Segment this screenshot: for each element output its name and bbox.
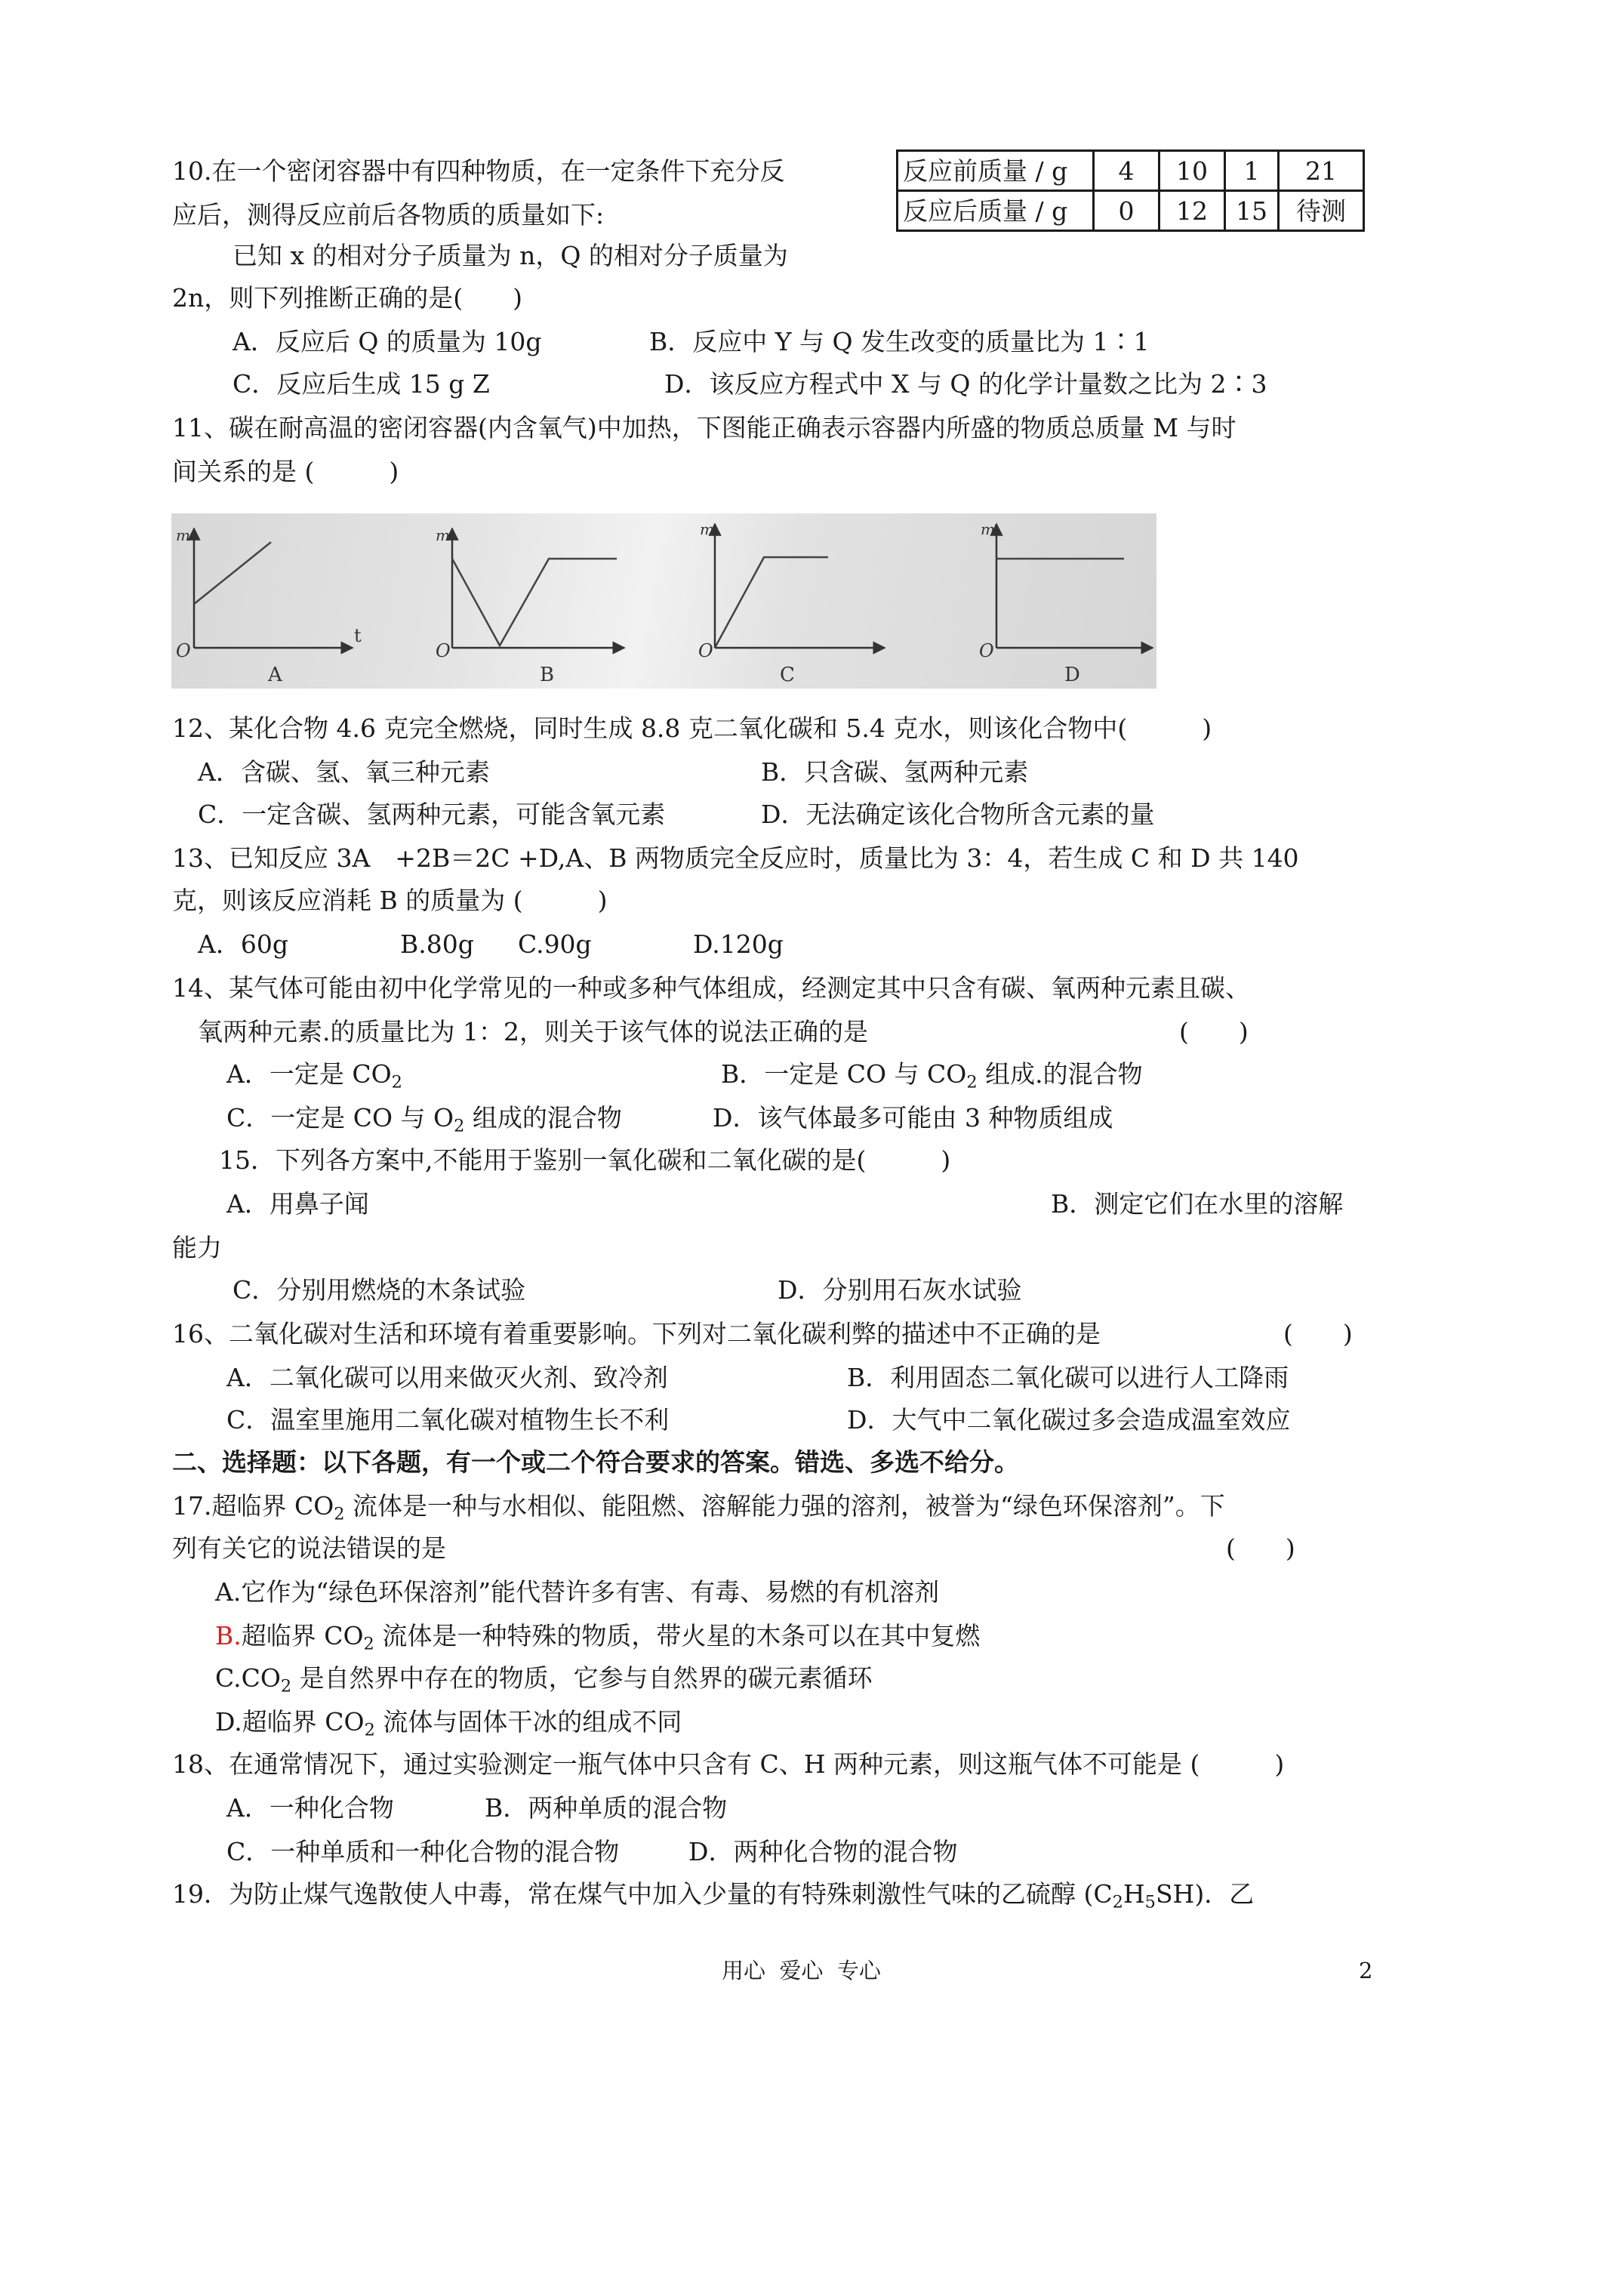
graph-b-y-label: m [436,526,450,544]
table-cell: 21 [1279,151,1364,191]
section-2-heading: 二、选择题：以下各题，有一个或二个符合要求的答案。错选、多选不给分。 [172,1447,1019,1477]
q10-option-c: C．反应后生成 15 g Z [233,369,490,399]
q12-option-d: D．无法确定该化合物所含元素的量 [761,800,1155,829]
table-cell: 15 [1225,191,1279,231]
graph-d-y-label: m [981,520,995,538]
q14-option-b: B．一定是 CO 与 $CO_2$ 组成.的混合物 [721,1059,1143,1093]
q16-option-b: B．利用固态二氧化碳可以进行人工降雨 [847,1363,1289,1392]
mass-time-graphs [171,513,1156,689]
q14-option-c: C．一定是 CO 与 $O_2$ 组成的混合物 [226,1103,622,1136]
table-cell: 4 [1094,151,1160,191]
q15-option-b-continued: 能力 [172,1233,222,1262]
graph-a-x-label: t [354,625,362,646]
q14-option-a: A．一定是 $CO_2$ [226,1059,402,1093]
q17-option-a: A.它作为“绿色环保溶剂”能代替许多有害、有毒、易燃的有机溶剂 [215,1577,940,1607]
q15-option-b: B．测定它们在水里的溶解 [1051,1189,1344,1219]
table-row-label: 反应后质量 / g [898,191,1094,231]
q10-option-d: D．该反应方程式中 X 与 Q 的化学计量数之比为 2∶3 [664,369,1267,399]
q17-option-b: B.超临界 $CO_2$ 流体是一种特殊的物质，带火星的木条可以在其中复燃 [215,1621,981,1654]
q12-option-b: B．只含碳、氢两种元素 [761,757,1029,787]
graph-c [698,520,885,686]
graph-b-origin: O [436,640,451,661]
q17-option-d: D.超临界 $CO_2$ 流体与固体干冰的组成不同 [215,1707,682,1740]
q11-stem-line1: 11、碳在耐高温的密闭容器(内含氧气)中加热，下图能正确表示容器内所盛的物质总质量 M 与时 [172,413,1236,442]
graph-a [176,526,362,686]
q17-answer-paren: ( ) [1226,1533,1295,1563]
q11-stem-line2: 间关系的是 ( ) [172,457,399,486]
q10-stem-line1: 10.在一个密闭容器中有四种物质，在一定条件下充分反 [172,156,785,186]
q10-stem-line4: 2n，则下列推断正确的是( ) [172,283,522,313]
table-cell: 待测 [1279,191,1364,231]
table-cell: 10 [1160,151,1225,191]
page-number: 2 [1359,1958,1373,1983]
graph-c-y-label: m [700,520,714,538]
q14-answer-paren: ( ) [1179,1017,1249,1046]
graph-d-origin: O [979,640,994,661]
q13-option-c: C.90g [518,929,592,959]
q12-option-c: C．一定含碳、氢两种元素，可能含氧元素 [198,800,666,829]
graph-d-letter: D [1064,664,1080,686]
q16-option-d: D．大气中二氧化碳过多会造成温室效应 [847,1405,1291,1435]
q17-option-b-letter: B. [215,1621,242,1650]
q14-option-d: D．该气体最多可能由 3 种物质组成 [713,1103,1113,1133]
q17-stem-line2: 列有关它的说法错误的是 [172,1533,446,1563]
q10-stem-line3: 已知 x 的相对分子质量为 n，Q 的相对分子质量为 [233,241,788,270]
mass-table [896,149,1365,232]
graph-b-letter: B [540,664,555,686]
q15-stem: 15．下列各方案中,不能用于鉴别一氧化碳和二氧化碳的是( ) [219,1145,951,1175]
q15-option-c: C．分别用燃烧的木条试验 [233,1275,526,1305]
graphs-svg [171,513,1156,689]
q16-stem: 16、二氧化碳对生活和环境有着重要影响。下列对二氧化碳利弊的描述中不正确的是 [172,1319,1101,1348]
table-row [898,151,1364,191]
q13-option-b: B.80g [400,929,474,959]
q18-option-b: B．两种单质的混合物 [485,1793,728,1823]
q10-stem-line2: 应后，测得反应前后各物质的质量如下: [172,200,605,230]
graph-a-y-label: m [176,526,190,544]
q16-option-c: C．温室里施用二氧化碳对植物生长不利 [226,1405,670,1435]
q19-stem: 19．为防止煤气逸散使人中毒，常在煤气中加入少量的有特殊刺激性气味的乙硫醇 $(C_2H_5SH)$．乙 [172,1879,1255,1912]
q18-option-c: C．一种单质和一种化合物的混合物 [226,1837,620,1866]
graph-d [979,520,1153,686]
table-row [898,191,1364,231]
q10-option-b: B．反应中 Y 与 Q 发生改变的质量比为 1∶1 [649,327,1150,356]
q16-answer-paren: ( ) [1283,1319,1353,1348]
table-cell: 12 [1160,191,1225,231]
q13-stem-line1: 13、已知反应 3A +2B＝2C +D,A、B 两物质完全反应时，质量比为 3：4，若生成 C 和 D 共 140 [172,843,1299,873]
q18-option-a: A．一种化合物 [226,1793,394,1823]
q13-option-d: D.120g [693,929,784,959]
q13-stem-line2: 克，则该反应消耗 B 的质量为 ( ) [172,886,608,915]
graph-a-letter: A [268,664,282,686]
q18-stem: 18、在通常情况下，通过实验测定一瓶气体中只含有 C、H 两种元素，则这瓶气体不可能是 ( ) [172,1749,1285,1779]
graph-c-letter: C [780,664,795,686]
table-cell: 0 [1094,191,1160,231]
q12-option-a: A．含碳、氢、氧三种元素 [198,757,490,787]
q15-option-a: A．用鼻子闻 [226,1189,369,1219]
table-row-label: 反应前质量 / g [898,151,1094,191]
q14-stem-line1: 14、某气体可能由初中化学常见的一种或多种气体组成，经测定其中只含有碳、氧两种元素且碳、 [172,973,1250,1003]
graph-c-origin: O [698,640,713,661]
q14-stem-line2: 氧两种元素.的质量比为 1：2，则关于该气体的说法正确的是 [198,1017,868,1046]
q16-option-a: A．二氧化碳可以用来做灭火剂、致冷剂 [226,1363,668,1392]
q17-stem-line1: 17.超临界 $CO_2$ 流体是一种与水相似、能阻燃、溶解能力强的溶剂，被誉为“绿色环保溶剂”。下 [172,1491,1225,1524]
footer-motto: 用心 爱心 专心 [722,1958,881,1983]
graph-b [436,526,624,686]
q13-option-a: A．60g [198,929,288,959]
table-cell: 1 [1225,151,1279,191]
q17-option-c: $C.CO_2$ 是自然界中存在的物质，它参与自然界的碳元素循环 [215,1663,873,1697]
q18-option-d: D．两种化合物的混合物 [688,1837,958,1866]
q10-option-a: A．反应后 Q 的质量为 10g [233,327,542,356]
q15-option-d: D．分别用石灰水试验 [778,1275,1022,1305]
q12-stem: 12、某化合物 4.6 克完全燃烧，同时生成 8.8 克二氧化碳和 5.4 克水，则该化合物中( ) [172,713,1212,743]
graph-a-origin: O [176,640,191,661]
